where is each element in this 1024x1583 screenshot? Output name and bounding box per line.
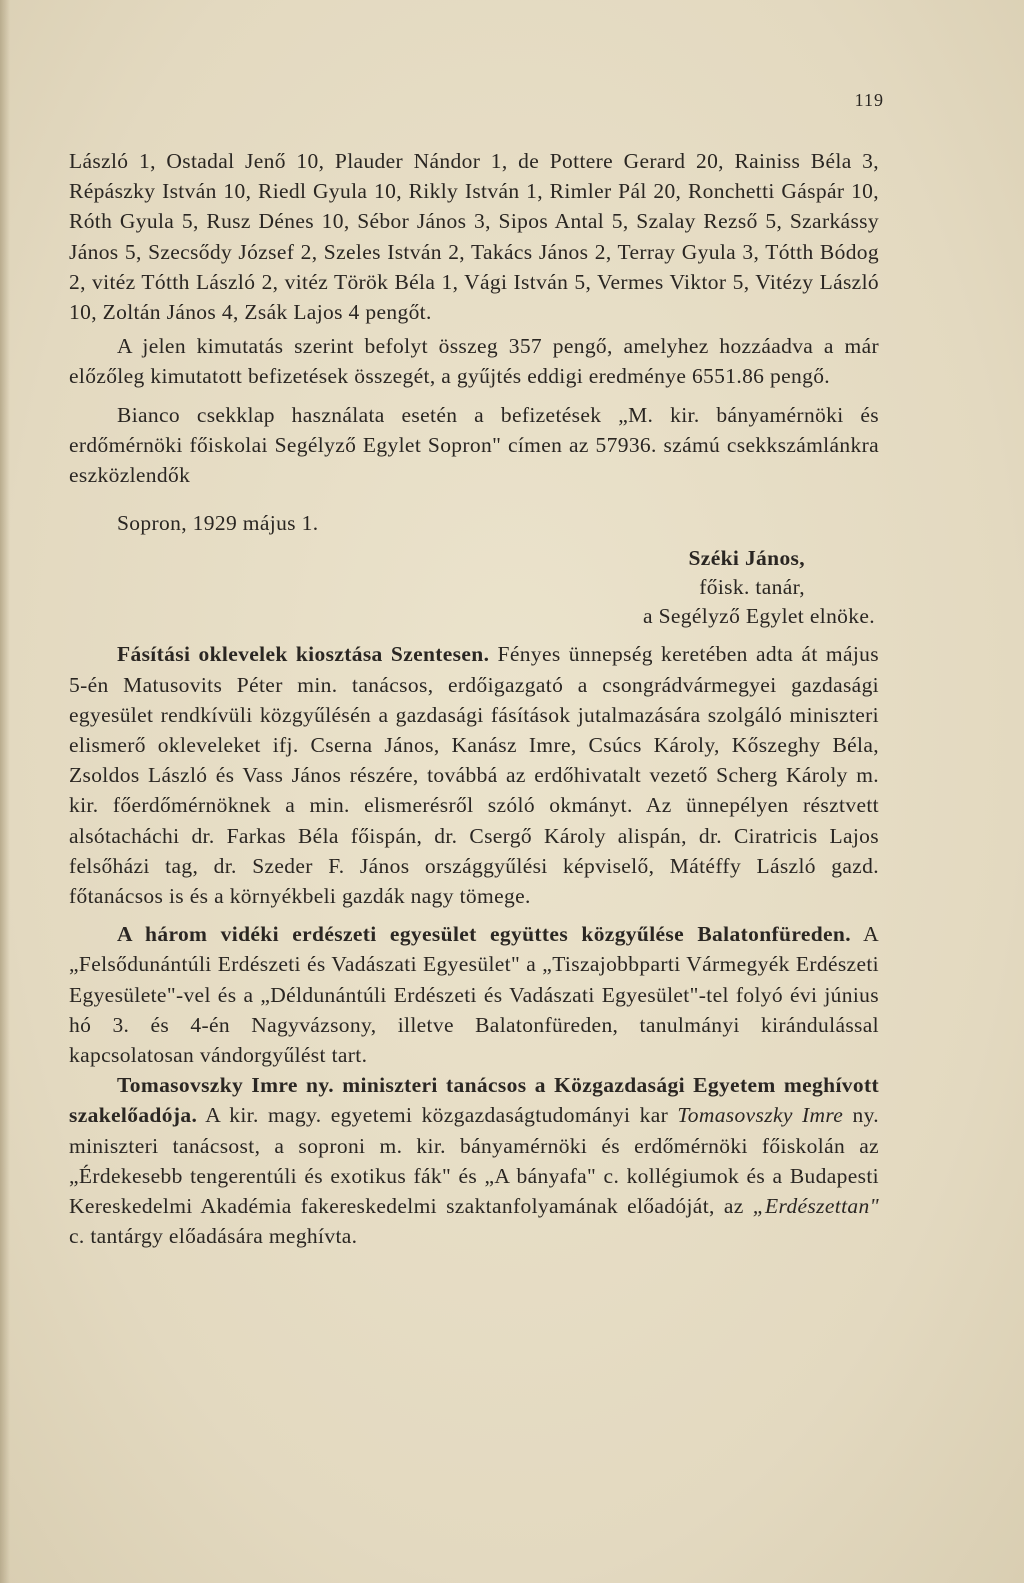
article-body: ny. miniszteri tanácsost, a soproni m. kir. bányamérnöki és erdőmérnöki főiskolán az „Érdekesebb tengerentúli és exotikus fák" és „A bányafa" c. kollégiumok és a Budapesti Kereskedelmi Akadémia fakereskedelmi szaktanfolyamának előadóját, az: [69, 1103, 879, 1219]
page-edge-shadow: [0, 0, 10, 1583]
article-heading: A három vidéki erdészeti egyesület együttes közgyűlése Balatonfüreden.: [117, 922, 851, 947]
article-tomasovszky: [69, 1070, 879, 1251]
article-forestry-associations: [69, 919, 879, 1070]
summary-paragraph: A jelen kimutatás szerint befolyt összeg 357 pengő, amelyhez hozzáadva a már előzőleg kimutatott befizetések összegét, a gyűjtés eddigi eredménye 6551.86 pengő.: [69, 334, 879, 389]
page-text: [69, 146, 879, 1252]
article-afforestation: [69, 639, 879, 911]
signature-name: Széki János,: [688, 546, 805, 571]
page-number: 119: [854, 90, 884, 110]
signature-block: [69, 544, 879, 631]
article-body: A kir. magy. egyetemi közgazdaságtudományi kar: [197, 1103, 678, 1128]
article-body: A „Felsődunántúli Erdészeti és Vadászati Egyesület" a „Tiszajobbparti Vármegyék Erdészeti Egyesülete"-vel és a „Déldunántúli Erdészeti és Vadászati Egyesület"-tel folyó évi június hó 3. és 4-én Nagyvázsony, illetve Balatonfüreden, tanulmányi kirándulással kapcsolatosan vándorgyűlést tart.: [69, 922, 879, 1068]
article-body: c. tantárgy előadására meghívta.: [69, 1224, 358, 1249]
article-heading: Tomasovszky Imre ny. miniszteri tanácsos a Közgazdasági Egyetem meghívott szakelőadója.: [69, 1073, 879, 1128]
place-date: Sopron, 1929 május 1.: [117, 511, 319, 536]
signature-role: a Segélyző Egylet elnöke.: [642, 604, 875, 629]
signature-title: főisk. tanár,: [699, 575, 805, 600]
italic-subject: „Erdészettan": [752, 1194, 879, 1219]
italic-name: Tomasovszky Imre: [677, 1103, 844, 1128]
article-heading: Fásítási oklevelek kiosztása Szentesen.: [117, 642, 490, 667]
article-body: Fényes ünnepség keretében adta át május 5-én Matusovits Péter min. tanácsos, erdőigazgató a csongrádvármegyei gazdasági egyesület rendkívüli közgyűlésén a gazdasági fásítások jutalmazására szolgáló miniszteri elismerő okleveleket ifj. Cserna János, Kanász Imre, Csúcs Károly, Kőszeghy Béla, Zsoldos László és Vass János részére, továbbá az erdőhivatalt vezető Scherg Károly m. kir. főerdőmérnöknek a min. elismerésről szóló okmányt. Az ünnepélyen résztvett alsótacháchi dr. Farkas Béla főispán, dr. Csergő Károly alispán, dr. Ciratricis Lajos felsőházi tag, dr. Szeder F. János országgyűlési képviselő, Mátéffy László gazd. főtanácsos is és a környékbeli gazdák nagy tömege.: [69, 642, 879, 909]
payment-paragraph: Bianco csekklap használata esetén a befizetések „M. kir. bányamérnöki és erdőmérnöki főiskolai Segélyző Egylet Sopron" címen az 57936. számú csekkszámlánkra eszközlendők: [69, 402, 879, 488]
donor-list-paragraph: László 1, Ostadal Jenő 10, Plauder Nándor 1, de Pottere Gerard 20, Rainiss Béla 3, Répászky István 10, Riedl Gyula 10, Rikly István 1, Rimler Pál 20, Ronchetti Gáspár 10, Róth Gyula 5, Rusz Dénes 10, Sébor János 3, Sipos Antal 5, Szalay Rezső 5, Szarkássy János 5, Szecsődy József 2, Szeles István 2, Takács János 2, Terray Gyula 3, Tótth Bódog 2, vitéz Tótth László 2, vitéz Török Béla 1, Vági István 5, Vermes Viktor 5, Vitézy László 10, Zoltán János 4, Zsák Lajos 4 pengőt.: [69, 149, 879, 325]
